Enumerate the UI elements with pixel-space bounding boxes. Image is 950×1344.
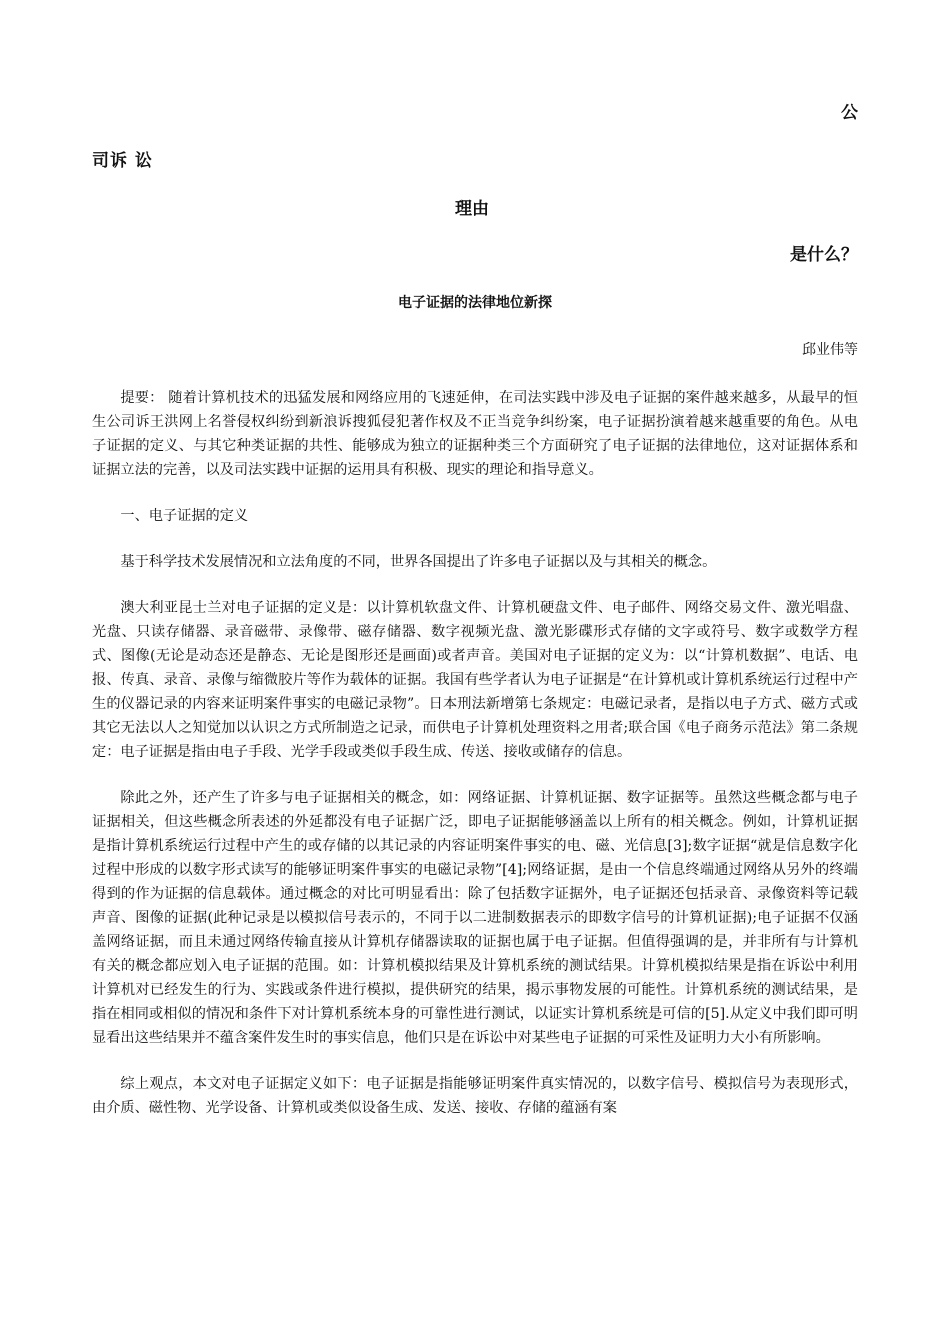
heading-fragment-3: 理由 (455, 199, 489, 219)
abstract-paragraph: 提要： 随着计算机技术的迅猛发展和网络应用的飞速延伸，在司法实践中涉及电子证据的案件越来越多，从最早的恒生公司诉王洪网上名誉侵权纠纷到新浪诉搜狐侵犯著作权及不正当竞争纠纷案，电子证据扮演着越来越重要的角色。从电子证据的定义、与其它种类证据的共性、能够成为独立的证据种类三个方面研究了电子证据的法律地位，这对证据体系和证据立法的完善，以及司法实践中证据的运用具有积极、现实的理论和指导意义。 (92, 390, 858, 478)
body-paragraph: 综上观点，本文对电子证据定义如下：电子证据是指能够证明案件真实情况的，以数字信号、模拟信号为表现形式，由介质、磁性物、光学设备、计算机或类似设备生成、发送、接收、存储的蕴涵有案 (92, 1076, 858, 1116)
heading-fragment-2: 司诉 讼 (92, 151, 153, 171)
heading-fragment-4: 是什么？ (790, 245, 858, 265)
article-body (92, 386, 858, 1142)
body-paragraph: 除此之外，还产生了许多与电子证据相关的概念，如：网络证据、计算机证据、数字证据等。虽然这些概念都与电子证据相关，但这些概念所表述的外延都没有电子证据广泛，即电子证据能够涵盖以上所有的相关概念。例如，计算机证据是指计算机系统运行过程中产生的或存储的以其记录的内容证明案件事实的电、磁、光信息[3];数字证据“就是信息数字化过程中形成的以数字形式读写的能够证明案件事实的电磁记录物”[4];网络证据，是由一个信息终端通过网络从另外的终端得到的作为证据的信息载体。通过概念的对比可明显看出：除了包括数字证据外，电子证据还包括录音、录像资料等记载声音、图像的证据(此种记录是以模拟信号表示的，不同于以二进制数据表示的即数字信号的计算机证据);电子证据不仅涵盖网络证据，而且未通过网络传输直接从计算机存储器读取的证据也属于电子证据。但值得强调的是，并非所有与计算机有关的概念都应划入电子证据的范围。如：计算机模拟结果及计算机系统的测试结果。计算机模拟结果是指在诉讼中利用计算机对已经发生的行为、实践或条件进行模拟，提供研究的结果，揭示事物发展的可能性。计算机系统的测试结果，是指在相同或相似的情况和条件下对计算机系统本身的可靠性进行测试，以证实计算机系统是可信的[5].从定义中我们即可明显看出这些结果并不蕴含案件发生时的事实信息，他们只是在诉讼中对某些电子证据的可采性及证明力大小有所影响。 (92, 790, 858, 1046)
body-paragraph: 基于科学技术发展情况和立法角度的不同，世界各国提出了许多电子证据以及与其相关的概念。 (120, 554, 717, 570)
article-author: 邱业伟等 (802, 342, 858, 358)
section-heading-definition: 一、电子证据的定义 (120, 508, 249, 524)
article-title: 电子证据的法律地位新探 (398, 295, 552, 311)
heading-fragment-1: 公 (841, 103, 858, 123)
body-paragraph: 澳大利亚昆士兰对电子证据的定义是：以计算机软盘文件、计算机硬盘文件、电子邮件、网络交易文件、激光唱盘、光盘、只读存储器、录音磁带、录像带、磁存储器、数字视频光盘、激光影碟形式存储的文字或符号、数字或数学方程式、图像(无论是动态还是静态、无论是图形还是画面)或者声音。美国对电子证据的定义为：以“计算机数据”、电话、电报、传真、录音、录像与缩微胶片等作为载体的证据。我国有些学者认为电子证据是“在计算机或计算机系统运行过程中产生的仪器记录的内容来证明案件事实的电磁记录物”。日本刑法新增第七条规定：电磁记录者，是指以电子方式、磁方式或其它无法以人之知觉加以认识之方式所制造之记录，而供电子计算机处理资料之用者;联合国《电子商务示范法》第二条规定：电子证据是指由电子手段、光学手段或类似手段生成、传送、接收或储存的信息。 (92, 600, 858, 760)
